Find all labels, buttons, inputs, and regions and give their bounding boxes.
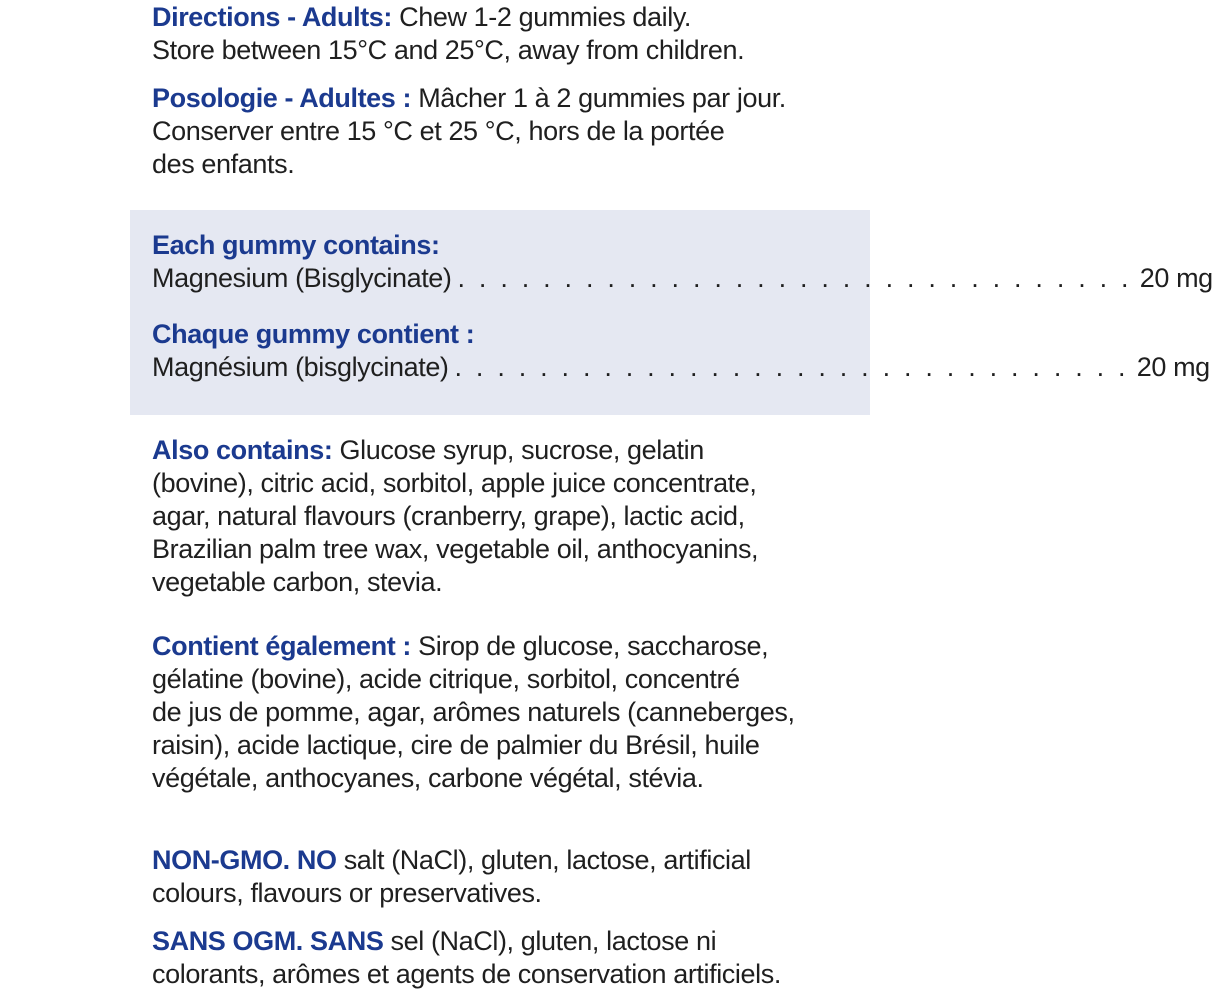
also-contains-fr-line: végétale, anthocyanes, carbone végétal, stévia. [152, 763, 704, 793]
also-contains-fr-text: Sirop de glucose, saccharose, [418, 631, 769, 661]
free-from-en-text: salt (NaCl), gluten, lactose, artificial [343, 845, 751, 875]
also-contains-en-line [152, 434, 852, 467]
also-contains-fr-line: de jus de pomme, agar, arômes naturels (canneberges, [152, 697, 795, 727]
ingredient-amount: 20 mg [1139, 263, 1213, 293]
directions-fr-heading: Posologie - Adultes : [152, 83, 412, 113]
free-from-fr-text: sel (NaCl), gluten, lactose ni [390, 926, 717, 956]
also-contains-fr-line: gélatine (bovine), acide citrique, sorbitol, concentré [152, 664, 740, 694]
ingredient-name: Magnesium (Bisglycinate) [152, 263, 452, 293]
ingredient-name: Magnésium (bisglycinate) [152, 352, 449, 382]
ingredient-amount: 20 mg [1136, 352, 1210, 382]
directions-fr-text: Mâcher 1 à 2 gummies par jour. [418, 83, 786, 113]
directions-fr-line [152, 82, 852, 115]
dot-leader: . . . . . . . . . . . . . . . . . . . . . . . . . . . . . . . . [457, 263, 1132, 293]
dot-leader: . . . . . . . . . . . . . . . . . . . . . . . . . . . . . . . . [454, 352, 1129, 382]
also-contains-en-line: agar, natural flavours (cranberry, grape), lactic acid, [152, 501, 745, 531]
free-from-en-heading: NON-GMO. NO [152, 845, 337, 875]
storage-en-line: Store between 15°C and 25°C, away from children. [152, 35, 745, 65]
composition-fr [152, 318, 1210, 384]
also-contains-en-heading: Also contains: [152, 435, 333, 465]
storage-fr-line-1: Conserver entre 15 °C et 25 °C, hors de la portée [152, 116, 725, 146]
free-from-en-line: colours, flavours or preservatives. [152, 878, 542, 908]
storage-fr-line-2: des enfants. [152, 149, 295, 179]
also-contains-en-line: vegetable carbon, stevia. [152, 567, 443, 597]
composition-en-heading: Each gummy contains: [152, 230, 440, 260]
composition-fr-heading: Chaque gummy contient : [152, 319, 475, 349]
also-contains-fr-line: raisin), acide lactique, cire de palmier du Brésil, huile [152, 730, 760, 760]
also-contains-en-line: (bovine), citric acid, sorbitol, apple juice concentrate, [152, 468, 757, 498]
also-contains-fr [152, 630, 852, 795]
free-from-fr-line [152, 925, 852, 958]
directions-en-text: Chew 1-2 gummies daily. [399, 2, 692, 32]
directions-en-heading: Directions - Adults: [152, 2, 393, 32]
composition-fr-row [152, 351, 1210, 384]
free-from-fr-heading: SANS OGM. SANS [152, 926, 384, 956]
composition-en [152, 229, 1213, 295]
also-contains-fr-line [152, 630, 852, 663]
also-contains-en [152, 434, 852, 599]
directions-section [152, 1, 852, 67]
also-contains-en-text: Glucose syrup, sucrose, gelatin [339, 435, 704, 465]
directions-fr-section [152, 82, 852, 181]
free-from-fr [152, 925, 852, 991]
also-contains-fr-heading: Contient également : [152, 631, 412, 661]
free-from-en-line [152, 844, 852, 877]
directions-en-line [152, 1, 852, 34]
also-contains-en-line: Brazilian palm tree wax, vegetable oil, anthocyanins, [152, 534, 759, 564]
free-from-fr-line: colorants, arômes et agents de conservation artificiels. [152, 959, 781, 989]
composition-en-row [152, 262, 1213, 295]
free-from-en [152, 844, 852, 910]
